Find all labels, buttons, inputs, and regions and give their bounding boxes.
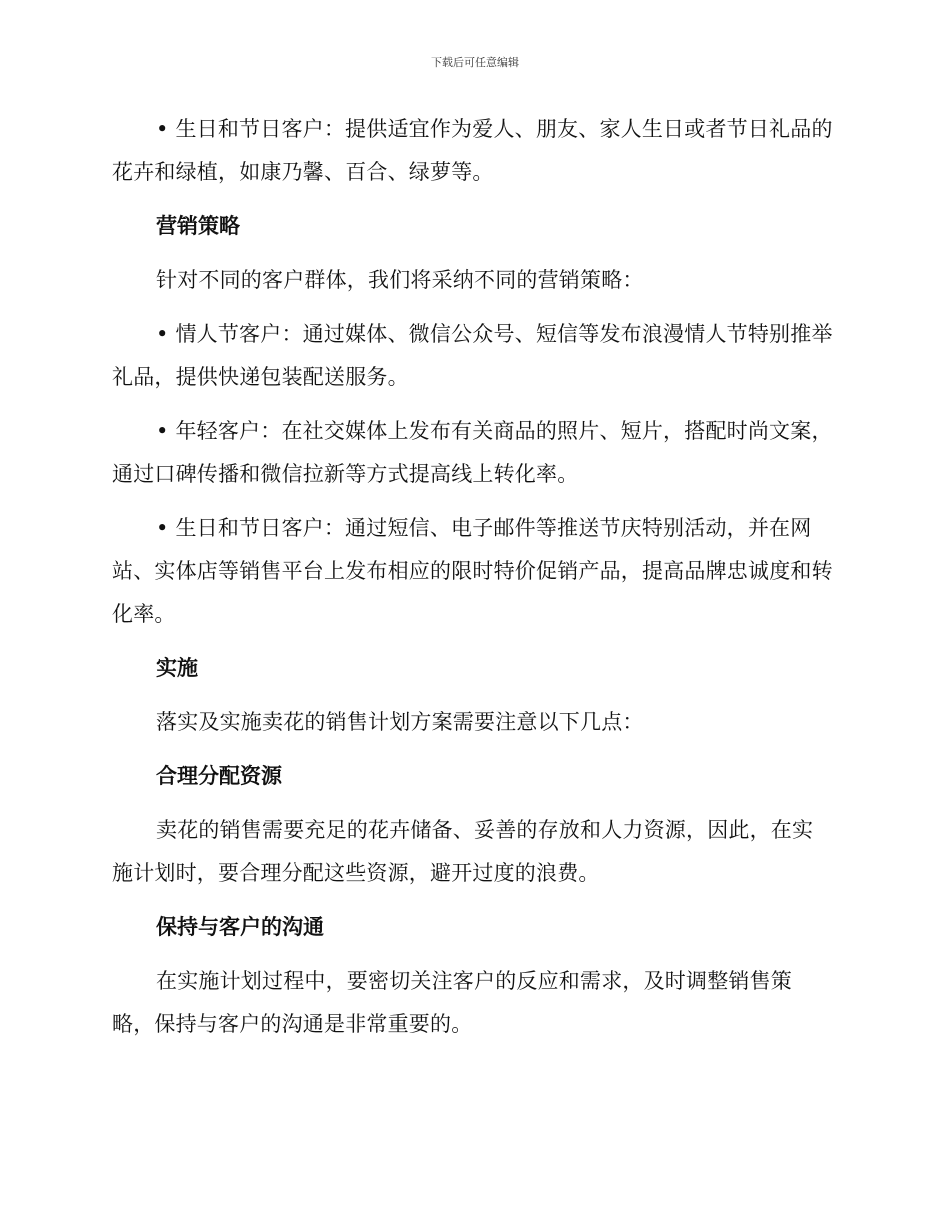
paragraph-birthday-holiday-strategy: • 生日和节日客户：通过短信、电子邮件等推送节庆特别活动，并在网站、实体店等销售平台上发布相应的限时特价促销产品，提高品牌忠诚度和转化率。 (112, 516, 833, 626)
document-body (112, 108, 834, 1057)
heading-implementation: 实施 (156, 656, 198, 680)
paragraph-young-customer-strategy: • 年轻客户：在社交媒体上发布有关商品的照片、短片，搭配时尚文案，通过口碑传播和微信拉新等方式提高线上转化率。 (112, 419, 833, 486)
paragraph-valentines-strategy: • 情人节客户：通过媒体、微信公众号、短信等发布浪漫情人节特别推举礼品，提供快递包装配送服务。 (112, 322, 833, 389)
heading-marketing-strategy: 营销策略 (156, 214, 240, 238)
paragraph-customer-communication: 在实施计划过程中，要密切关注客户的反应和需求，及时调整销售策略，保持与客户的沟通是非常重要的。 (112, 969, 792, 1036)
paragraph-implementation-intro: 落实及实施卖花的销售计划方案需要注意以下几点： (156, 710, 644, 734)
page-header: 下载后可任意编辑 (431, 56, 519, 69)
heading-customer-communication: 保持与客户的沟通 (156, 915, 324, 939)
paragraph-birthday-holiday-products: • 生日和节日客户：提供适宜作为爱人、朋友、家人生日或者节日礼品的花卉和绿植，如康乃馨、百合、绿萝等。 (112, 117, 833, 184)
paragraph-marketing-intro: 针对不同的客户群体，我们将采纳不同的营销策略： (156, 268, 644, 292)
paragraph-resource-allocation: 卖花的销售需要充足的花卉储备、妥善的存放和人力资源，因此，在实施计划时，要合理分配这些资源，避开过度的浪费。 (112, 818, 814, 885)
heading-resource-allocation: 合理分配资源 (156, 764, 282, 788)
